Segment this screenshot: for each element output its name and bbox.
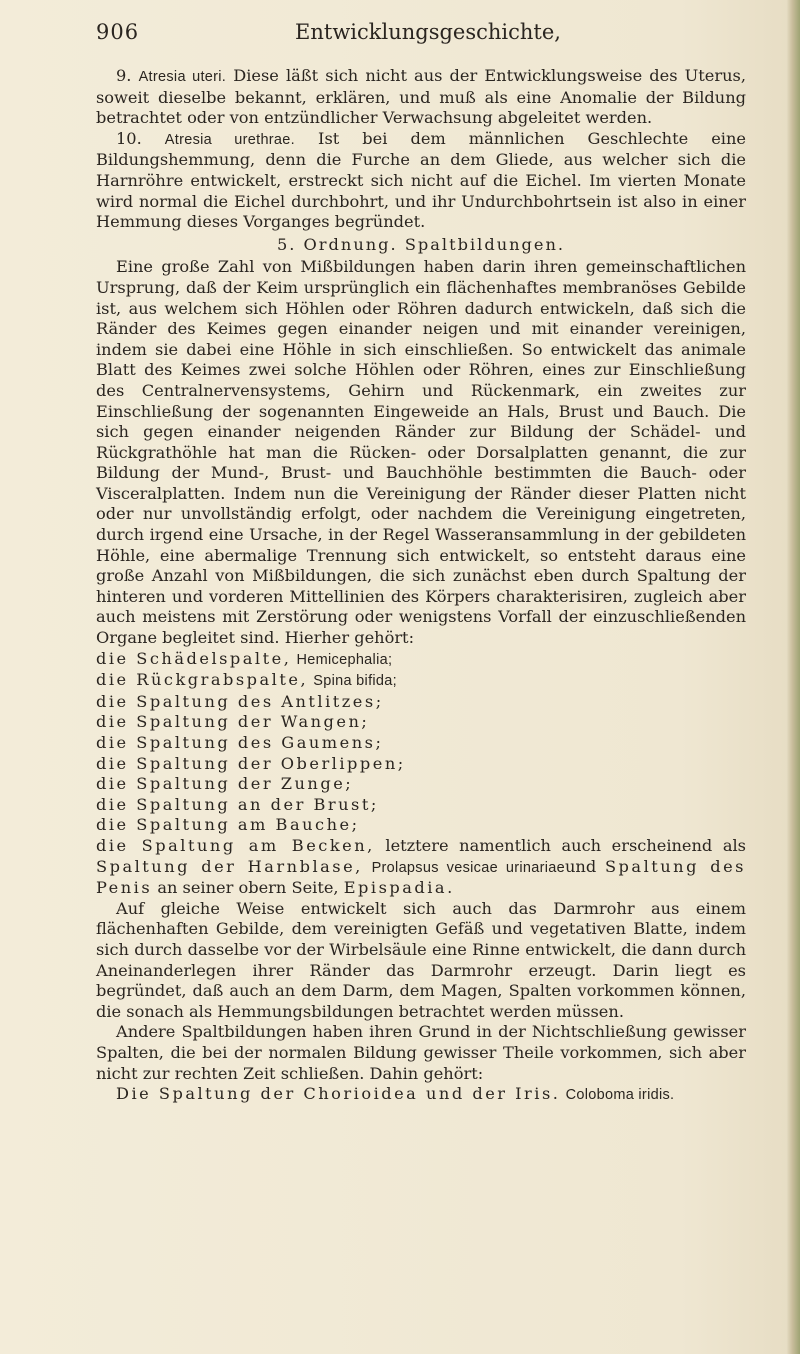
list-item-text: letztere namentlich auch erscheinend als: [385, 835, 746, 855]
list-item: [96, 649, 746, 671]
list-item-latin: Hemicephalia;: [296, 651, 393, 668]
list-item-term: die Schädelspalte,: [96, 648, 292, 668]
list-item-latin: Spina bifida;: [313, 673, 397, 690]
list-item: [96, 692, 746, 713]
list-item: [96, 815, 746, 836]
final-term: Die Spaltung der Chorioidea und der Iris.: [116, 1084, 561, 1104]
section-paragraph: Eine große Zahl von Mißbildungen haben darin ihren gemeinschaftlichen Ursprung, daß der Keim ursprünglich ein flächenhaftes membranöses Gebilde ist, aus welchem sich Höhlen oder Röhren dadurch entwickeln, daß sich die Ränder des Keimes gegen einander neigen und mit einander vereinigen, indem sie dabei eine Höhle in sich einschließen. So entwickelt das animale Blatt des Keimes zwei solche Höhlen oder Röhren, eines zur Einschließung des Centralnervensystems, Gehirn und Rückenmark, ein zweites zur Einschließung der sogenannten Eingeweide an Hals, Brust und Bauch. Die sich gegen einander neigenden Ränder zur Bildung der Schädel- und Rückgrathöhle hat man die Rücken- oder Dorsalplatten genannt, die zur Bildung der Mund-, Brust- und Bauchhöhle bestimmten die Bauch- oder Visceralplatten. Indem nun die Vereinigung der Ränder dieser Platten nicht oder nur unvollständig erfolgt, oder nachdem die Vereinigung eingetreten, durch irgend eine Ursache, in der Regel Wasseransammlung in der gebildeten Höhle, eine abermalige Trennung sich entwickelt, so entsteht daraus eine große Anzahl von Mißbildungen, die sich zunächst eben durch Spaltung der hinteren und vorderen Mittellinien des Körpers charakterisiren, zugleich aber auch meistens mit Zerstörung oder wenigstens Vorfall der einzuschließenden Organe begleitet sind. Hierher gehört:: [96, 257, 746, 648]
page-header: [96, 20, 760, 46]
list-item-term: Spaltung des Penis: [96, 856, 746, 898]
list-item: [96, 795, 746, 816]
list-item-term: die Spaltung des Gaumens;: [96, 733, 384, 752]
page-edge: [786, 0, 800, 1354]
paragraph-darmrohr: Auf gleiche Weise entwickelt sich auch das Darmrohr aus einem flächenhaften Gebilde, dem vereinigten Gefäß und vegetativen Blatte, indem sich durch dasselbe vor der Wirbelsäule eine Rinne entwickelt, die dann durch Aneinanderlegen ihrer Ränder das Darmrohr erzeugt. Darin liegt es begründet, daß auch an dem Darm, dem Magen, Spalten vorkommen können, die sonach als Hemmungsbildungen betrachtet werden müssen.: [96, 898, 746, 1021]
list-item-text: an seiner obern Seite,: [157, 878, 339, 898]
list-item-term: die Spaltung der Zunge;: [96, 774, 354, 794]
list-item: [96, 670, 746, 692]
item-9-text: Diese läßt sich nicht aus der Entwicklungsweise des Uterus, soweit dieselbe bekannt, erklären, und muß als eine Anomalie der Bildung betrachtet oder von entzündlicher Verwachsung abgeleitet werden.: [96, 66, 747, 128]
item-10: [96, 129, 746, 233]
list-item-latin: Prolapsus vesicae urinariae: [371, 859, 565, 876]
item-9: [96, 66, 746, 129]
list-item-term: die Spaltung am Becken,: [96, 835, 375, 855]
page-body: [96, 66, 746, 1106]
list-item-term: die Spaltung am Bauche;: [96, 815, 360, 835]
final-latin: Coloboma iridis.: [565, 1087, 675, 1104]
list-item-term: Epispadia.: [343, 878, 455, 898]
list-item-text: und: [565, 856, 597, 876]
spalt-list: [96, 649, 746, 899]
section-heading: 5. Ordnung. Spaltbildungen.: [276, 234, 566, 254]
item-10-number: 10.: [116, 128, 142, 148]
list-item: [96, 712, 746, 733]
item-10-latin: Atresia urethrae.: [164, 131, 295, 148]
list-item-last: [96, 836, 746, 899]
paragraph-andere: Andere Spaltbildungen haben ihren Grund in der Nichtschließung gewisser Spalten, die bei der normalen Bildung gewisser Theile vorkommen, sich aber nicht zur rechten Zeit schließen. Dahin gehört:: [96, 1022, 746, 1083]
page-number: 906: [96, 20, 140, 44]
item-9-latin: Atresia uteri.: [138, 69, 227, 85]
list-item: [96, 733, 746, 754]
list-item-term: die Spaltung der Oberlippen;: [96, 753, 406, 773]
list-item-term: die Rückgrabspalte,: [96, 670, 309, 690]
final-line: [96, 1084, 746, 1106]
list-item-term: die Spaltung der Wangen;: [96, 712, 370, 732]
running-title: Entwicklungsgeschichte,: [295, 20, 561, 44]
list-item: [96, 754, 746, 775]
list-item-term: die Spaltung an der Brust;: [96, 794, 379, 814]
list-item: [96, 774, 746, 795]
list-item-term: die Spaltung des Antlitzes;: [96, 691, 384, 711]
item-10-text: Ist bei dem männlichen Geschlechte eine Bildungshemmung, denn die Furche an dem Gliede, aus welcher sich die Harnröhre entwickelt, erstreckt sich nicht auf die Eichel. Im vierten Monate wird normal die Eichel durchbohrt, und ihr Undurchbohrtsein ist also in einer Hemmung dieses Vorganges begründet.: [96, 128, 746, 232]
list-item-term: Spaltung der Harnblase,: [96, 856, 363, 876]
item-9-number: 9.: [116, 66, 132, 85]
